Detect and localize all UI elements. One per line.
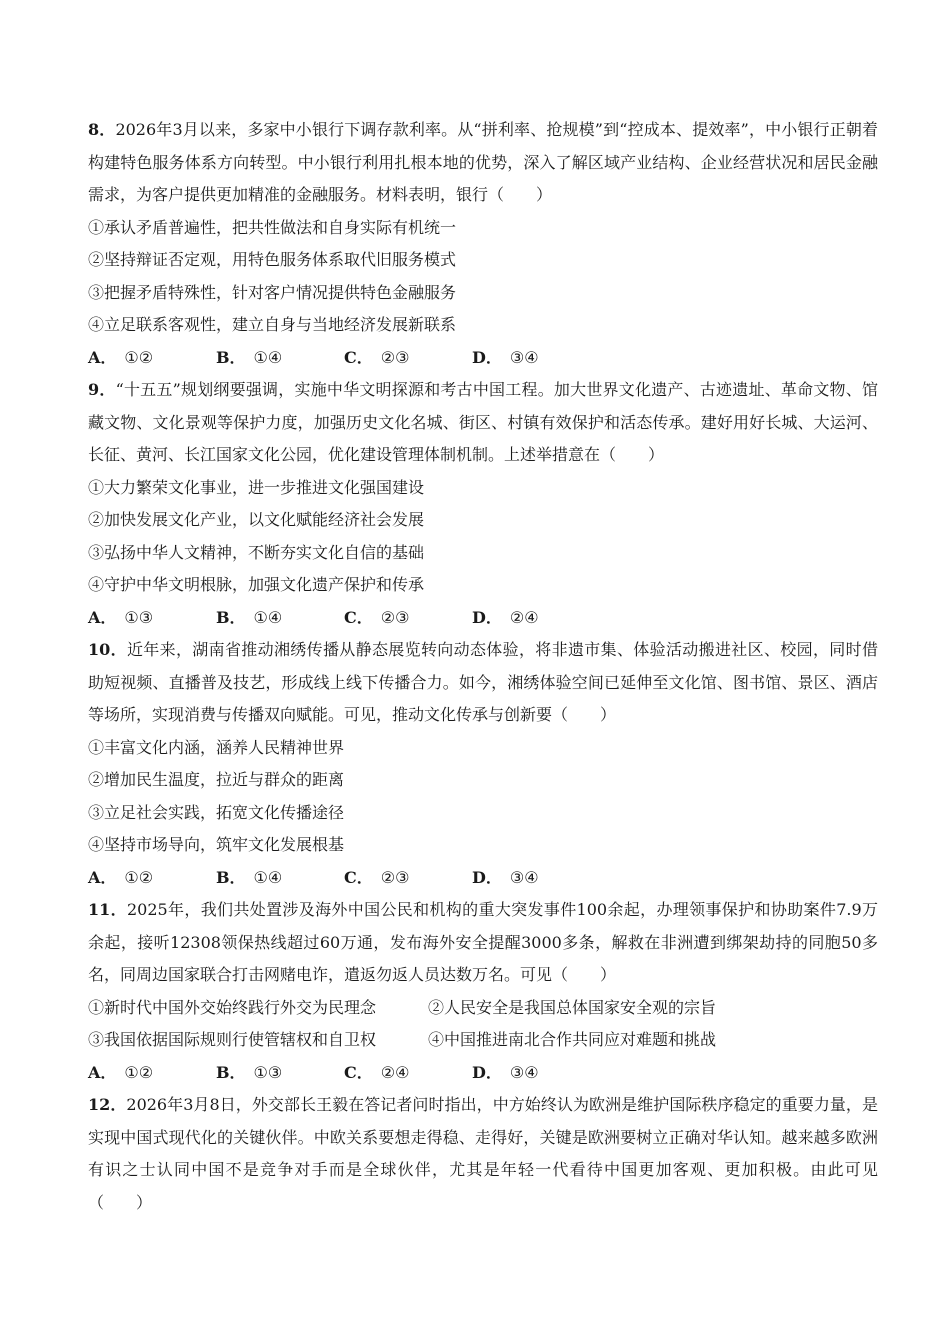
- question-number: 8．: [88, 120, 116, 139]
- question-stem: [88, 1089, 878, 1219]
- option-4: ④立足联系客观性，建立自身与当地经济发展新联系: [88, 315, 457, 334]
- choice-d: D． ②④: [472, 607, 539, 627]
- choice-d: D． ③④: [472, 867, 539, 887]
- option-2: ②人民安全是我国总体国家安全观的宗旨: [428, 997, 717, 1017]
- choice-c: C． ②④: [344, 1062, 410, 1082]
- question-stem: [88, 894, 878, 992]
- choice-a: A． ①②: [88, 867, 154, 887]
- question-text: 2025年，我们共处置涉及海外中国公民和机构的重大突发事件100余起，办理领事保护和协助案件7.9万余起，接听12308领保热线超过60万通，发布海外安全提醒3000多条，解救在非洲遭到绑架劫持的同胞50多名，同周边国家联合打击网赌电诈，遣返勿返人员达数万名。可见（ ）: [88, 900, 878, 984]
- option-1: ①承认矛盾普遍性，把共性做法和自身实际有机统一: [88, 217, 457, 237]
- option-row: [88, 992, 878, 1025]
- choice-b: B． ①④: [216, 607, 283, 627]
- question-number: 11．: [88, 900, 127, 919]
- choice-a: A． ①②: [88, 1062, 154, 1082]
- question-text: 近年来，湖南省推动湘绣传播从静态展览转向动态体验，将非遗市集、体验活动搬进社区、校园，同时借助短视频、直播普及技艺，形成线上线下传播合力。如今，湘绣体验空间已延伸至文化馆、图书馆、景区、酒店等场所，实现消费与传播双向赋能。可见，推动文化传承与创新要（ ）: [88, 640, 878, 724]
- option-4: ④坚持市场导向，筑牢文化发展根基: [88, 835, 345, 854]
- question-text: 2026年3月8日，外交部长王毅在答记者问时指出，中方始终认为欧洲是维护国际秩序稳定的重要力量，是实现中国式现代化的关键伙伴。中欧关系要想走得稳、走得好，关键是欧洲要树立正确对华认知。越来越多欧洲有识之士认同中国不是竞争对手而是全球伙伴，尤其是年轻一代看待中国更加客观、更加积极。由此可见（ ）: [88, 1095, 878, 1212]
- question-9: [88, 374, 878, 634]
- choice-c: C． ②③: [344, 607, 410, 627]
- option-2: ②增加民生温度，拉近与群众的距离: [88, 770, 345, 789]
- option-row: [88, 1024, 878, 1057]
- question-text: “十五五”规划纲要强调，实施中华文明探源和考古中国工程。加大世界文化遗产、古迹遗址、革命文物、馆藏文物、文化景观等保护力度，加强历史文化名城、街区、村镇有效保护和活态传承。建好用好长城、大运河、长征、黄河、长江国家文化公园，优化建设管理体制机制。上述举措意在（ ）: [88, 380, 878, 464]
- choice-b: B． ①③: [216, 1062, 283, 1082]
- choice-b: B． ①④: [216, 347, 283, 367]
- answer-choices: [88, 342, 878, 375]
- choice-b: B． ①④: [216, 867, 283, 887]
- question-text: 2026年3月以来，多家中小银行下调存款利率。从“拼利率、抢规模”到“控成本、提效率”，中小银行正朝着构建特色服务体系方向转型。中小银行利用扎根本地的优势，深入了解区域产业结构、企业经营状况和居民金融需求，为客户提供更加精准的金融服务。材料表明，银行（ ）: [88, 120, 878, 204]
- question-11: [88, 894, 878, 1089]
- question-list: [88, 114, 878, 1219]
- option-3: ③立足社会实践，拓宽文化传播途径: [88, 802, 345, 822]
- question-stem: [88, 374, 878, 472]
- choice-d: D． ③④: [472, 1062, 539, 1082]
- choice-d: D． ③④: [472, 347, 539, 367]
- question-number: 12．: [88, 1095, 127, 1114]
- question-stem: [88, 634, 878, 732]
- option-2: ②坚持辩证否定观，用特色服务体系取代旧服务模式: [88, 250, 457, 269]
- option-3: ③弘扬中华人文精神，不断夯实文化自信的基础: [88, 542, 425, 562]
- option-1: ①大力繁荣文化事业，进一步推进文化强国建设: [88, 477, 425, 497]
- option-4: ④中国推进南北合作共同应对难题和挑战: [428, 1030, 717, 1049]
- choice-a: A． ①②: [88, 347, 154, 367]
- choice-a: A． ①③: [88, 607, 154, 627]
- question-8: [88, 114, 878, 374]
- question-number: 10．: [88, 640, 127, 659]
- choice-c: C． ②③: [344, 867, 410, 887]
- option-2: ②加快发展文化产业，以文化赋能经济社会发展: [88, 510, 425, 529]
- option-1: ①丰富文化内涵，涵养人民精神世界: [88, 737, 345, 757]
- option-4: ④守护中华文明根脉，加强文化遗产保护和传承: [88, 575, 425, 594]
- answer-choices: [88, 862, 878, 895]
- question-12: [88, 1089, 878, 1219]
- question-number: 9．: [88, 380, 116, 399]
- option-1: ①新时代中国外交始终践行外交为民理念: [88, 997, 377, 1017]
- option-3: ③把握矛盾特殊性，针对客户情况提供特色金融服务: [88, 282, 457, 302]
- choice-c: C． ②③: [344, 347, 410, 367]
- question-stem: [88, 114, 878, 212]
- answer-choices: [88, 602, 878, 635]
- option-3: ③我国依据国际规则行使管辖权和自卫权: [88, 1030, 377, 1049]
- question-10: [88, 634, 878, 894]
- answer-choices: [88, 1057, 878, 1090]
